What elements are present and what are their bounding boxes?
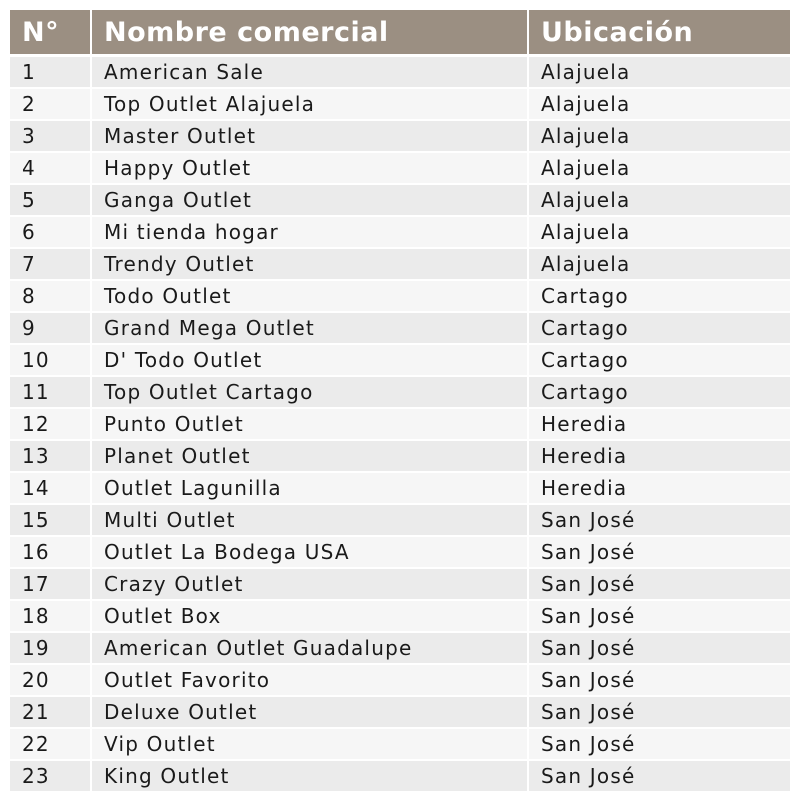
row-location: San José [528, 760, 790, 792]
row-number: 10 [10, 344, 91, 376]
row-commercial-name: American Sale [91, 56, 528, 89]
row-location: Cartago [528, 344, 790, 376]
row-location: Heredia [528, 408, 790, 440]
row-commercial-name: Trendy Outlet [91, 248, 528, 280]
table-row [10, 664, 790, 696]
row-commercial-name: Outlet Favorito [91, 664, 528, 696]
row-number: 14 [10, 472, 91, 504]
row-commercial-name: Top Outlet Cartago [91, 376, 528, 408]
row-location: San José [528, 728, 790, 760]
row-number: 9 [10, 312, 91, 344]
row-number: 6 [10, 216, 91, 248]
row-commercial-name: Multi Outlet [91, 504, 528, 536]
column-header-location: Ubicación [528, 10, 790, 56]
row-commercial-name: Outlet La Bodega USA [91, 536, 528, 568]
row-number: 12 [10, 408, 91, 440]
row-number: 7 [10, 248, 91, 280]
row-commercial-name: American Outlet Guadalupe [91, 632, 528, 664]
row-location: Alajuela [528, 88, 790, 120]
table-row [10, 728, 790, 760]
row-location: San José [528, 632, 790, 664]
table-row [10, 280, 790, 312]
row-commercial-name: Happy Outlet [91, 152, 528, 184]
header-row [10, 10, 790, 56]
row-location: Alajuela [528, 120, 790, 152]
table-row [10, 440, 790, 472]
row-location: Cartago [528, 376, 790, 408]
row-location: San José [528, 568, 790, 600]
row-number: 16 [10, 536, 91, 568]
row-commercial-name: Vip Outlet [91, 728, 528, 760]
row-number: 23 [10, 760, 91, 792]
row-commercial-name: Deluxe Outlet [91, 696, 528, 728]
row-number: 2 [10, 88, 91, 120]
row-commercial-name: Crazy Outlet [91, 568, 528, 600]
row-number: 8 [10, 280, 91, 312]
table-row [10, 152, 790, 184]
row-commercial-name: Grand Mega Outlet [91, 312, 528, 344]
table-row [10, 472, 790, 504]
row-number: 18 [10, 600, 91, 632]
table-row [10, 216, 790, 248]
row-location: Cartago [528, 280, 790, 312]
row-number: 3 [10, 120, 91, 152]
table-row [10, 248, 790, 280]
table-row [10, 600, 790, 632]
row-number: 22 [10, 728, 91, 760]
row-number: 17 [10, 568, 91, 600]
row-location: Cartago [528, 312, 790, 344]
table-row [10, 184, 790, 216]
table-row [10, 120, 790, 152]
outlet-table [10, 10, 790, 793]
row-location: Alajuela [528, 56, 790, 89]
row-number: 11 [10, 376, 91, 408]
row-location: Alajuela [528, 184, 790, 216]
table-row [10, 504, 790, 536]
row-number: 21 [10, 696, 91, 728]
table-row [10, 568, 790, 600]
row-location: San José [528, 536, 790, 568]
table-row [10, 696, 790, 728]
row-location: Alajuela [528, 152, 790, 184]
row-number: 13 [10, 440, 91, 472]
row-location: San José [528, 664, 790, 696]
table-row [10, 632, 790, 664]
row-location: Alajuela [528, 216, 790, 248]
table-row [10, 376, 790, 408]
row-number: 19 [10, 632, 91, 664]
table-row [10, 56, 790, 89]
row-location: Alajuela [528, 248, 790, 280]
row-number: 15 [10, 504, 91, 536]
row-commercial-name: Master Outlet [91, 120, 528, 152]
row-location: Heredia [528, 440, 790, 472]
row-location: San José [528, 696, 790, 728]
row-number: 20 [10, 664, 91, 696]
table-row [10, 536, 790, 568]
column-header-number: N° [10, 10, 91, 56]
row-commercial-name: Punto Outlet [91, 408, 528, 440]
row-commercial-name: King Outlet [91, 760, 528, 792]
row-number: 4 [10, 152, 91, 184]
table-row [10, 344, 790, 376]
row-commercial-name: Todo Outlet [91, 280, 528, 312]
table-row [10, 312, 790, 344]
row-number: 1 [10, 56, 91, 89]
row-commercial-name: Outlet Lagunilla [91, 472, 528, 504]
table-body [10, 56, 790, 793]
table-row [10, 760, 790, 792]
row-location: Heredia [528, 472, 790, 504]
row-location: San José [528, 504, 790, 536]
column-header-name: Nombre comercial [91, 10, 528, 56]
table-header [10, 10, 790, 56]
row-commercial-name: Outlet Box [91, 600, 528, 632]
table-row [10, 88, 790, 120]
row-commercial-name: D' Todo Outlet [91, 344, 528, 376]
row-commercial-name: Top Outlet Alajuela [91, 88, 528, 120]
row-commercial-name: Ganga Outlet [91, 184, 528, 216]
row-location: San José [528, 600, 790, 632]
row-number: 5 [10, 184, 91, 216]
row-commercial-name: Planet Outlet [91, 440, 528, 472]
row-commercial-name: Mi tienda hogar [91, 216, 528, 248]
table-row [10, 408, 790, 440]
